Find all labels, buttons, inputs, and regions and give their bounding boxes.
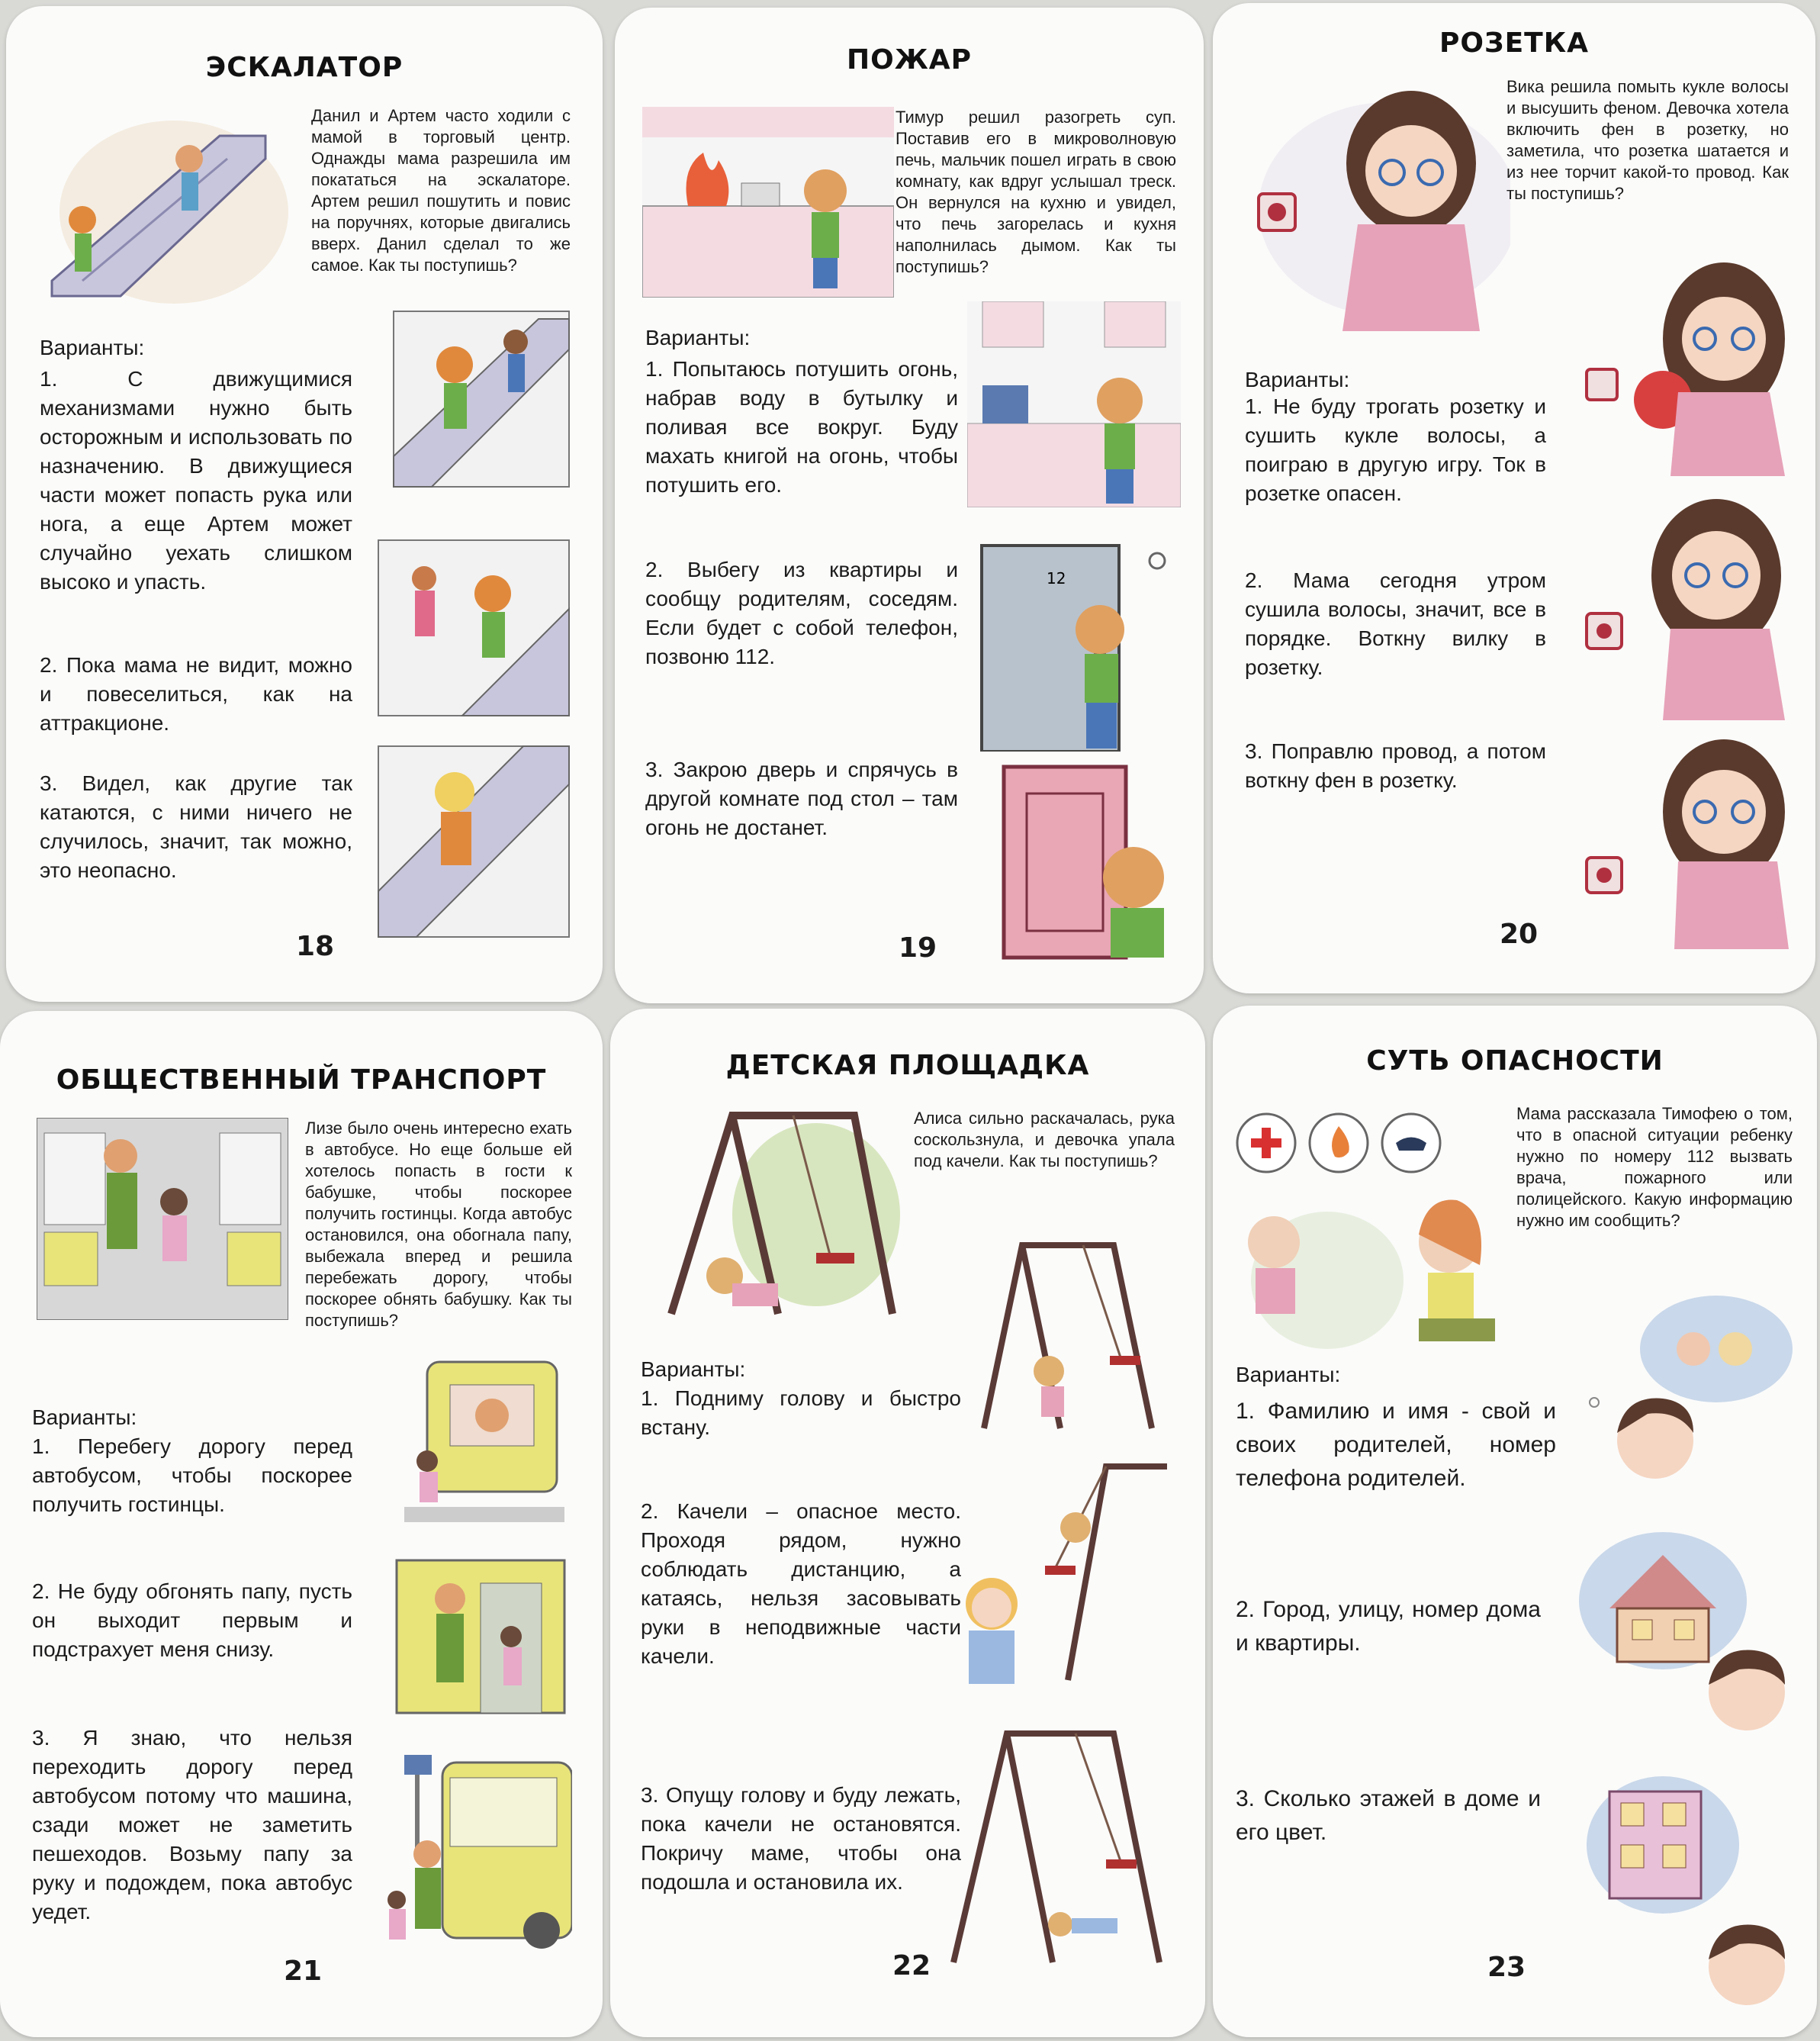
page-number: 18	[296, 931, 335, 962]
option-2: 2. Пока мама не видит, можно и повеселиться, как на аттракционе.	[40, 653, 352, 735]
option-3: 3. Сколько этажей в доме и его цвет.	[1236, 1786, 1541, 1845]
girl-outlet-illustration	[1571, 491, 1800, 720]
options-label: Варианты:	[1245, 368, 1350, 391]
svg-text:12: 12	[1047, 569, 1066, 588]
card-title: ОБЩЕСТВЕННЫЙ ТРАНСПОРТ	[56, 1064, 547, 1096]
escalator-illustration	[371, 533, 577, 723]
swing-illustration	[946, 1726, 1175, 1978]
card-intro: Лизе было очень интересно ехать в автобусе. Но еще больше ей хотелось попасть в гости к бабушке, чтобы поскорее получить гостинцы. Когда автобус остановился, она обогнала папу, выбежала вперед и решила перебежать дорогу, чтобы поскорее обнять бабушку. Как ты поступишь?	[305, 1119, 572, 1330]
girl-outlet-illustration	[1579, 736, 1800, 949]
escalator-illustration	[37, 105, 311, 311]
swing-illustration	[969, 1238, 1175, 1436]
option-2: 2. Качели – опасное место. Проходя рядом, нужно соблюдать дистанцию, а катаясь, нельзя засовывать руки в неподвижные части качели.	[641, 1499, 961, 1668]
option-3: 3. Я знаю, что нельзя переходить дорогу перед автобусом потому что машина, сзади может не заметить пешеходов. Возьму папу за руку и подождем, пока автобус уедет.	[32, 1726, 352, 1923]
card-danger-essence	[1213, 1006, 1817, 2037]
card-title: СУТЬ ОПАСНОСТИ	[1366, 1045, 1664, 1077]
page-number: 22	[892, 1950, 931, 1981]
card-intro: Алиса сильно раскачалась, рука соскользнула, и девочка упала под качели. Как ты поступишь?	[914, 1109, 1175, 1170]
card-escalator	[6, 6, 603, 1002]
thought-family-illustration	[1571, 1288, 1800, 1509]
option-1: 1. Попытаюсь потушить огонь, набрав воду в бутылку и поливая все вокруг. Буду махать книгой на огонь, чтобы потушить его.	[645, 357, 958, 497]
swing-illustration	[953, 1451, 1175, 1695]
card-intro: Вика решила помыть кукле волосы и высушить феном. Девочка хотела включить фен в розетку, но заметила, что розетка шатается и из нее торчит какой-то провод. Как ты поступишь?	[1506, 77, 1789, 203]
house-illustration	[1579, 1769, 1800, 2013]
card-title: ДЕТСКАЯ ПЛОЩАДКА	[725, 1050, 1090, 1081]
kitchen-fire-illustration	[642, 107, 894, 298]
option-2: 2. Не буду обгонять папу, пусть он выходит первым и подстрахует меня снизу.	[32, 1579, 352, 1661]
option-3: 3. Опущу голову и буду лежать, пока качели не остановятся. Покричу маме, чтобы она подошла и остановила их.	[641, 1783, 961, 1894]
escalator-illustration	[386, 304, 577, 494]
option-1: 1. Не буду трогать розетку и сушить кукле волосы, а поиграю в другую игру. Ток в розетке опасен.	[1245, 394, 1546, 505]
escalator-illustration	[371, 739, 577, 945]
card-playground	[610, 1009, 1205, 2037]
option-1: 1. Подниму голову и быстро встану.	[641, 1386, 961, 1439]
option-3: 3. Закрою дверь и спрячусь в другой комнате под стол – там огонь не достанет.	[645, 758, 958, 839]
door-illustration	[978, 538, 1176, 752]
bus-illustration	[381, 1755, 572, 1969]
option-2: 2. Мама сегодня утром сушила волосы, значит, все в порядке. Воткну вилку в розетку.	[1245, 568, 1546, 679]
card-title: ПОЖАР	[846, 44, 973, 76]
option-3: 3. Видел, как другие так катаются, с ними ничего не случилось, значит, так можно, это неопасно.	[40, 771, 352, 882]
girl-outlet-illustration	[1236, 79, 1510, 331]
house-icon	[1571, 1524, 1800, 1753]
card-intro: Тимур решил разогреть суп. Поставив его в микроволновую печь, мальчик пошел играть в свою комнату, как вдруг услышал треск. Он вернулся на кухню и увидел, что печь загорелась и кухня наполнилась дымом. Как ты поступишь?	[896, 108, 1176, 276]
options-label: Варианты:	[641, 1357, 746, 1381]
option-2: 2. Город, улицу, номер дома и квартиры.	[1236, 1597, 1541, 1656]
options-label: Варианты:	[40, 336, 145, 359]
card-title: РОЗЕТКА	[1439, 27, 1589, 59]
door-illustration	[996, 763, 1187, 961]
bus-illustration	[37, 1118, 288, 1320]
option-1: 1. Фамилию и имя - свой и своих родителей, номер телефона родителей.	[1236, 1399, 1556, 1491]
swing-illustration	[641, 1100, 900, 1329]
mother-child-illustration	[1228, 1112, 1526, 1357]
options-label: Варианты:	[32, 1405, 137, 1429]
card-outlet	[1213, 3, 1815, 993]
option-1: 1. С движущимися механизмами нужно быть осторожным и использовать по назначению. В движущиеся части может попасть рука или нога, а еще Артем может случайно уехать слишком высоко и упасть.	[40, 367, 352, 594]
card-fire	[615, 8, 1204, 1003]
girl-ball-illustration	[1571, 255, 1800, 476]
card-intro: Мама рассказала Тимофею о том, что в опасной ситуации ребенку нужно по номеру 112 вызвать врача, пожарного или полицейского. Какую информацию нужно им сообщить?	[1516, 1104, 1793, 1230]
page-number: 23	[1487, 1952, 1526, 1983]
kitchen-fire-illustration	[967, 301, 1181, 507]
options-label: Варианты:	[645, 326, 751, 349]
option-3: 3. Поправлю провод, а потом воткну фен в розетку.	[1245, 739, 1546, 792]
page-number: 19	[899, 932, 937, 964]
page-number: 21	[284, 1956, 323, 1987]
page-number: 20	[1500, 919, 1539, 950]
bus-illustration	[397, 1354, 572, 1530]
card-title: ЭСКАЛАТОР	[205, 52, 404, 83]
option-2: 2. Выбегу из квартиры и сообщу родителям, соседям. Если будет с собой телефон, позвоню 112.	[645, 558, 958, 668]
option-1: 1. Перебегу дорогу перед автобусом, чтобы поскорее получить гостинцы.	[32, 1434, 352, 1516]
bus-illustration	[389, 1553, 572, 1728]
options-label: Варианты:	[1236, 1363, 1341, 1386]
card-public-transport	[0, 1011, 603, 2037]
card-intro: Данил и Артем часто ходили с мамой в торговый центр. Однажды мама разрешила им покататься на эскалаторе. Артем решил пошутить и повис на поручнях, которые двигались вверх. Данил сделал то же самое. Как ты поступишь?	[311, 106, 571, 275]
